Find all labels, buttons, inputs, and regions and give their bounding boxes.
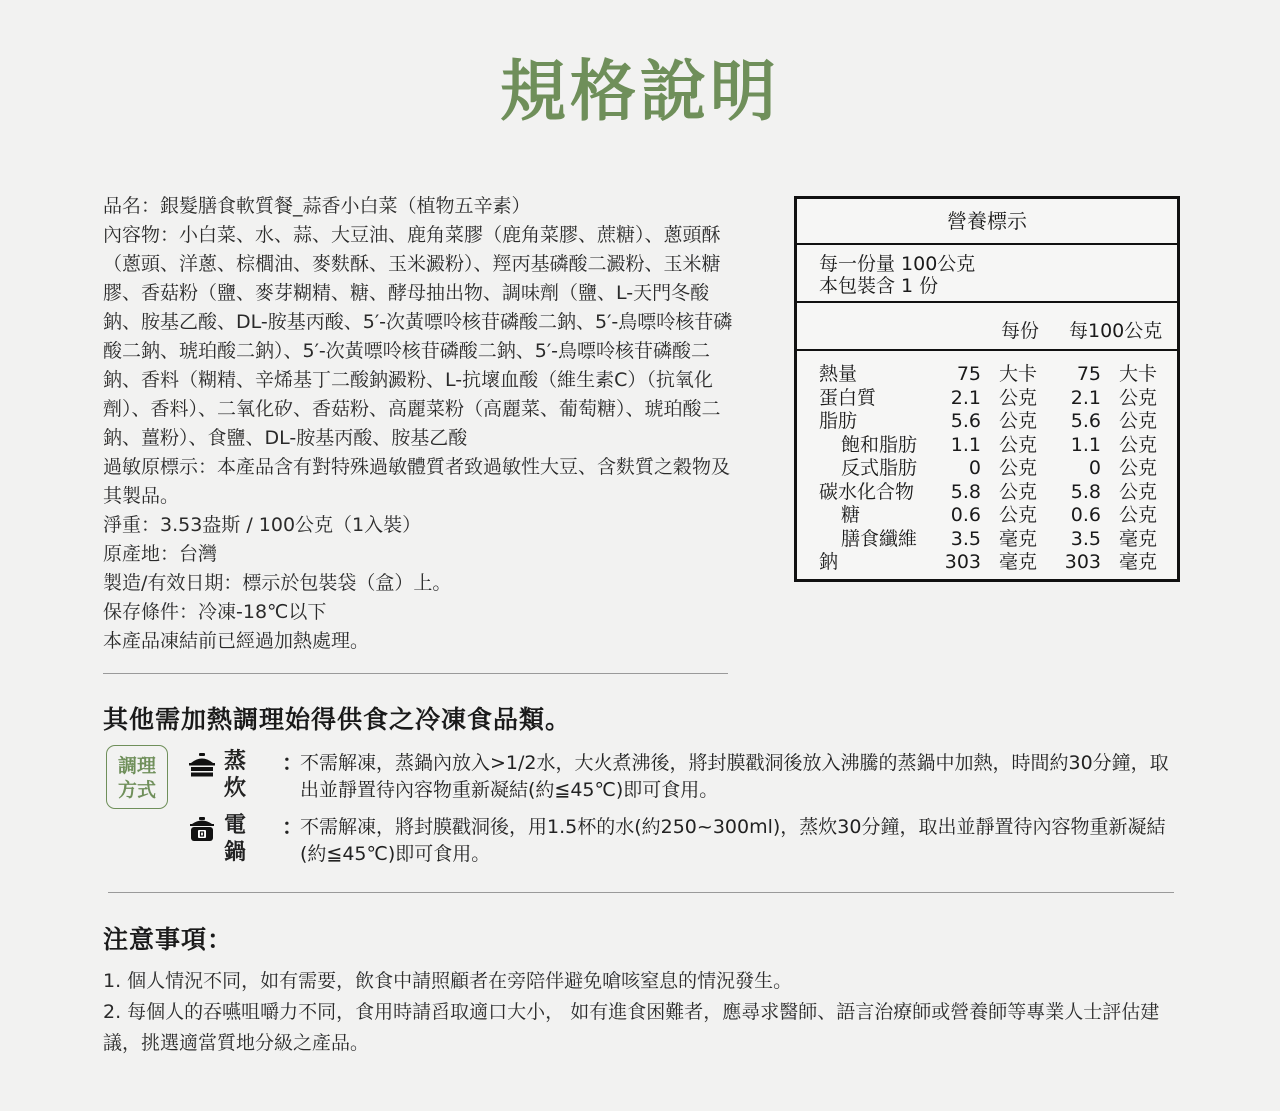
- per-serving-unit: 公克: [999, 457, 1038, 479]
- per-serving-unit: 毫克: [999, 551, 1038, 573]
- per-100g-value: 303: [1064, 551, 1101, 573]
- per-100g-value: 3.5: [1070, 527, 1101, 550]
- nutrition-header: 營養標示: [797, 199, 1177, 245]
- method-name: 蒸炊: [224, 749, 247, 801]
- steamer-icon: [188, 752, 216, 778]
- per-100g-value: 5.8: [1070, 480, 1101, 503]
- nutrient-label: 熱量: [819, 363, 858, 385]
- spec-origin: 原產地：台灣: [103, 543, 218, 565]
- per-serving-value: 3.5: [950, 527, 981, 550]
- per-100g-unit: 公克: [1119, 480, 1158, 503]
- notes-list: [103, 966, 1183, 1059]
- nutrition-row: [797, 481, 1177, 505]
- nutrition-row: [797, 410, 1177, 434]
- spec-allergen: 過敏原標示：本產品含有對特殊過敏體質者致過敏性大豆、含麩質之穀物及其製品。: [103, 456, 731, 507]
- per-100g-unit: 公克: [1119, 504, 1158, 526]
- nutrient-label: 碳水化合物: [819, 480, 915, 503]
- page-title: 規格說明: [500, 53, 780, 130]
- col-per-serving: 每份: [1001, 320, 1040, 342]
- method-text: 不需解凍，將封膜戳洞後，用1.5杯的水(約250~300ml)，蒸炊30分鐘，取出並靜置待內容物重新凝結(約≦45℃)即可食用。: [300, 816, 1166, 865]
- per-serving-value: 0: [968, 457, 981, 479]
- per-100g-value: 0: [1088, 457, 1101, 479]
- spec-name: 品名：銀髮膳食軟質餐_蒜香小白菜（植物五辛素）: [103, 195, 531, 217]
- per-serving-value: 5.6: [950, 410, 981, 432]
- per-serving-unit: 公克: [999, 433, 1038, 456]
- nutrition-row: [797, 504, 1177, 528]
- nutrition-serving: [797, 245, 1177, 303]
- per-serving-unit: 大卡: [999, 363, 1038, 385]
- product-spec: [103, 192, 743, 656]
- nutrition-row: [797, 528, 1177, 552]
- nutrition-row: [797, 457, 1177, 481]
- serving-size: 每一份量 100公克: [819, 253, 976, 275]
- method-text: 不需解凍，蒸鍋內放入>1/2水，大火煮沸後，將封膜戳洞後放入沸騰的蒸鍋中加熱，時間約30分鐘，取出並靜置待內容物重新凝結(約≦45℃)即可食用。: [300, 752, 1169, 801]
- per-100g-unit: 公克: [1119, 433, 1158, 456]
- nutrient-label: 蛋白質: [819, 386, 877, 409]
- per-serving-value: 1.1: [950, 433, 981, 456]
- divider: [103, 673, 728, 674]
- notes-title: 注意事項：: [103, 925, 234, 954]
- nutrition-rows: [797, 351, 1177, 575]
- nutrition-row: [797, 387, 1177, 411]
- note-item: 2. 每個人的吞嚥咀嚼力不同，食用時請舀取適口大小， 如有進食困難者，應尋求醫師、語言治療師或營養師等專業人士評估建議，挑選適當質地分級之產品。: [103, 1001, 1160, 1054]
- divider: [108, 892, 1174, 893]
- badge-line: 方式: [117, 779, 156, 801]
- nutrient-label: 飽和脂肪: [841, 433, 918, 456]
- method-colon: ：: [282, 751, 303, 775]
- per-serving-unit: 毫克: [999, 527, 1038, 550]
- spec-storage: 保存條件：冷凍-18℃以下: [103, 601, 327, 623]
- per-serving-value: 75: [956, 363, 981, 385]
- nutrient-label: 脂肪: [819, 410, 858, 432]
- per-100g-value: 1.1: [1070, 433, 1101, 456]
- servings-per-pack: 本包裝含 1 份: [819, 275, 939, 297]
- nutrient-label: 膳食纖維: [841, 527, 918, 550]
- per-100g-value: 75: [1076, 363, 1101, 385]
- nutrient-label: 鈉: [819, 551, 839, 573]
- per-100g-unit: 毫克: [1119, 527, 1158, 550]
- per-serving-value: 303: [944, 551, 981, 573]
- per-100g-unit: 毫克: [1119, 551, 1158, 573]
- per-100g-value: 2.1: [1070, 386, 1101, 409]
- col-per-100g: 每100公克: [1069, 320, 1163, 342]
- per-serving-value: 5.8: [950, 480, 981, 503]
- nutrient-label: 反式脂肪: [841, 457, 918, 479]
- nutrition-row: [797, 434, 1177, 458]
- per-serving-unit: 公克: [999, 410, 1038, 432]
- method-name: 電鍋: [224, 813, 247, 865]
- per-serving-unit: 公克: [999, 480, 1038, 503]
- per-100g-unit: 公克: [1119, 386, 1158, 409]
- rice-cooker-icon: [188, 816, 216, 842]
- per-serving-unit: 公克: [999, 386, 1038, 409]
- per-100g-unit: 大卡: [1119, 363, 1158, 385]
- per-serving-unit: 公克: [999, 504, 1038, 526]
- per-100g-unit: 公克: [1119, 410, 1158, 432]
- nutrition-columns: [797, 303, 1177, 351]
- per-100g-value: 5.6: [1070, 410, 1101, 432]
- per-100g-value: 0.6: [1070, 504, 1101, 526]
- note-item: 1. 個人情況不同，如有需要，飲食中請照顧者在旁陪伴避免嗆咳窒息的情況發生。: [103, 970, 793, 992]
- spec-net-weight: 淨重：3.53盎斯 / 100公克（1入裝）: [103, 514, 422, 536]
- per-100g-unit: 公克: [1119, 457, 1158, 479]
- method-colon: ：: [282, 815, 303, 839]
- badge-line: 調理: [117, 755, 156, 777]
- per-serving-value: 0.6: [950, 504, 981, 526]
- spec-ingredients: 內容物：小白菜、水、蒜、大豆油、鹿角菜膠（鹿角菜膠、蔗糖）、蔥頭酥（蔥頭、洋蔥、棕櫚油、麥麩酥、玉米澱粉）、羥丙基磷酸二澱粉、玉米糖膠、香菇粉（鹽、麥芽糊精、糖、酵母抽出物、調味劑（鹽、L-天門冬酸鈉、胺基乙酸、DL-胺基丙酸、5′-次黃嘌呤核苷磷酸二鈉、5′-鳥嘌呤核苷磷酸二鈉、琥珀酸二鈉）、5′-次黃嘌呤核苷磷酸二鈉、5′-鳥嘌呤核苷磷酸二鈉、香料（糊精、辛烯基丁二酸鈉澱粉、L-抗壞血酸（維生素C）（抗氧化劑）、香料）、二氧化矽、香菇粉、高麗菜粉（高麗菜、葡萄糖）、琥珀酸二鈉、薑粉）、食鹽、DL-胺基丙酸、胺基乙酸: [103, 224, 733, 449]
- spec-date: 製造/有效日期：標示於包裝袋（盒）上。: [103, 572, 452, 594]
- cooking-badge: [106, 745, 168, 809]
- heating-title: 其他需加熱調理始得供食之冷凍食品類。: [103, 705, 572, 734]
- nutrient-label: 糖: [841, 504, 861, 526]
- spec-heat-note: 本產品凍結前已經過加熱處理。: [103, 630, 370, 652]
- nutrition-row: [797, 551, 1177, 575]
- per-serving-value: 2.1: [950, 386, 981, 409]
- nutrition-row: [797, 363, 1177, 387]
- nutrition-table: [794, 196, 1180, 582]
